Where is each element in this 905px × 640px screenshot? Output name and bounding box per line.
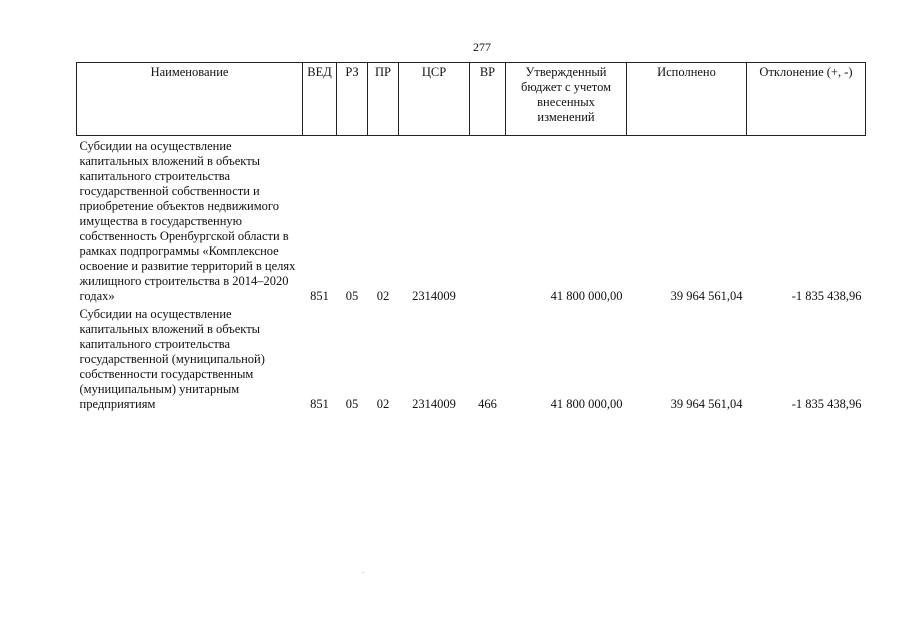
header-vr: ВР — [470, 63, 506, 136]
header-ved: ВЕД — [303, 63, 337, 136]
header-name: Наименование — [77, 63, 303, 136]
table-row — [77, 304, 866, 412]
row-rz: 05 — [345, 289, 359, 303]
table-row — [77, 136, 866, 305]
row-vr — [470, 136, 506, 305]
scan-artifact — [362, 572, 364, 573]
table-header-row — [77, 63, 866, 136]
row-deviation: -1 835 438,96 — [791, 397, 862, 411]
row-approved: 41 800 000,00 — [550, 397, 623, 411]
page-number: 277 — [473, 40, 491, 54]
budget-execution-table — [76, 62, 866, 412]
row-pr: 02 — [376, 397, 390, 411]
header-rz: РЗ — [337, 63, 368, 136]
row-name — [77, 304, 303, 412]
row-executed: 39 964 561,04 — [670, 289, 743, 303]
row-csr: 2314009 — [412, 289, 456, 303]
row-ved: 851 — [310, 397, 329, 411]
header-approved-budget: Утвержденный бюджет с учетом внесенных изменений — [506, 63, 627, 136]
row-csr: 2314009 — [412, 397, 456, 411]
header-deviation: Отклонение (+, -) — [747, 63, 866, 136]
header-executed: Исполнено — [627, 63, 747, 136]
header-pr: ПР — [368, 63, 399, 136]
row-ved: 851 — [310, 289, 329, 303]
row-name-text: Субсидии на осуществление капитальных вложений в объекты капитального строительства государственной собственности и приобретение объектов недвижимого имущества в государственную собственность Оренбургской области в рамках подпрограммы «Комплексное освоение и развитие территорий в целях жилищного строительства в 2014–2020 годах» — [79, 139, 296, 303]
row-deviation: -1 835 438,96 — [791, 289, 862, 303]
header-csr: ЦСР — [399, 63, 470, 136]
row-name-text: Субсидии на осуществление капитальных вложений в объекты капитального строительства государственной (муниципальной) собственности государственным (муниципальным) унитарным предприятиям — [79, 307, 265, 411]
row-rz: 05 — [345, 397, 359, 411]
row-executed: 39 964 561,04 — [670, 397, 743, 411]
row-name — [77, 136, 303, 305]
row-vr: 466 — [478, 397, 497, 411]
row-approved: 41 800 000,00 — [550, 289, 623, 303]
row-pr: 02 — [376, 289, 390, 303]
